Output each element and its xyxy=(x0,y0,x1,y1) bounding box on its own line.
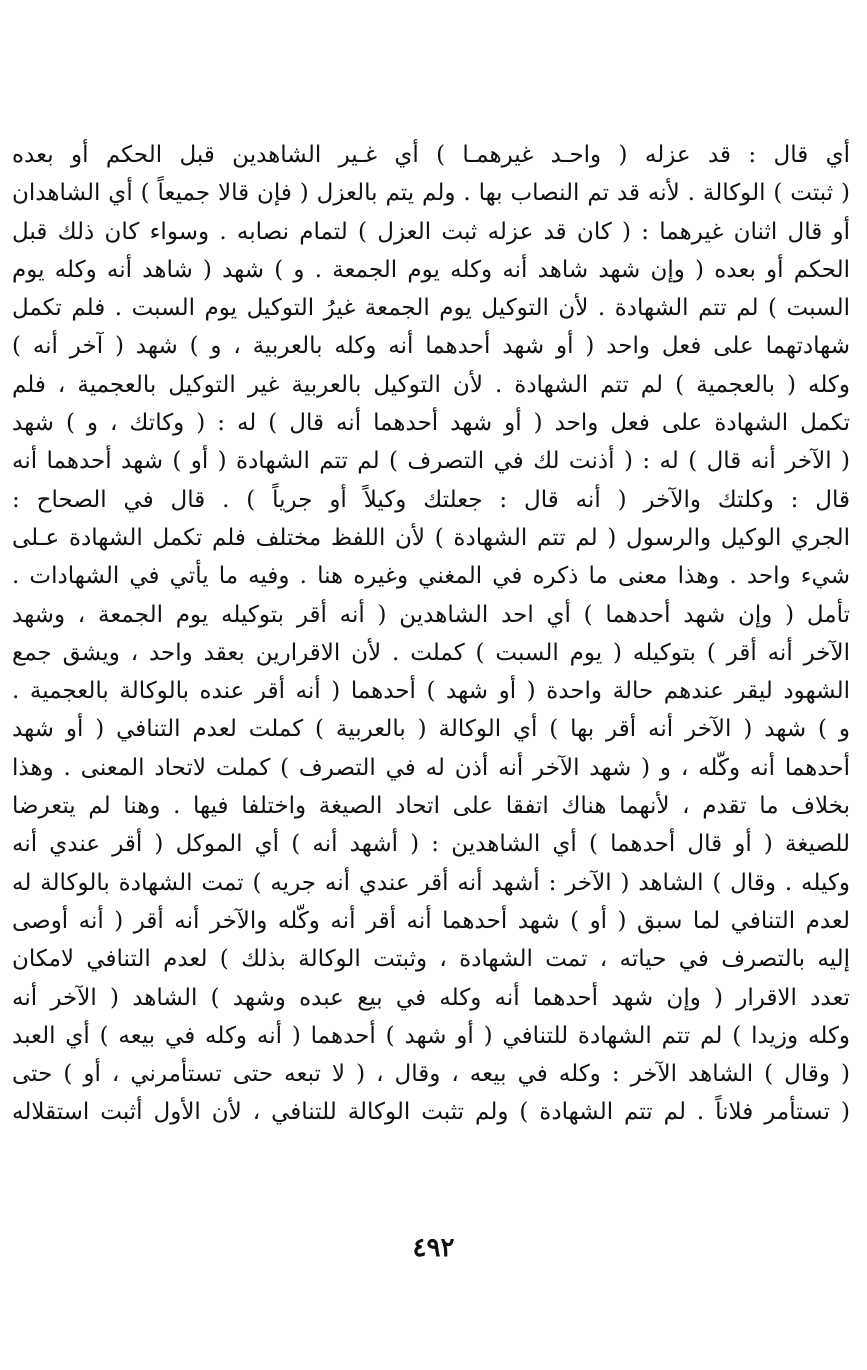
text-line: ( وقال ) الشاهد الآخر : وكله في بيعه ، وقال ، ( لا تبعه حتى تستأمرني ، أو ) حتى xyxy=(12,1061,850,1088)
text-line: أو قال اثنان غيرهما : ( كان قد عزله ثبت العزل ) لتمام نصابه . وسواء كان ذلك قبل xyxy=(12,218,850,245)
text-line: الآخر أنه أقر ) بتوكيله ( يوم السبت ) كملت . لأن الاقرارين بعقد واحد ، ويشق جمع xyxy=(12,639,850,666)
text-line: وكيله . وقال ) الشاهد ( الآخر : أشهد أنه أقر عندي أنه جريه ) تمت الشهادة بالوكالة له xyxy=(12,869,850,896)
text-line: الشهود ليقر عندهم حالة واحدة ( أو شهد ) أحدهما ( أنه أقر عنده بالوكالة بالعجمية . xyxy=(12,678,850,705)
text-line: و ) شهد ( الآخر أنه أقر بها ) أي الوكالة ( بالعربية ) كملت لعدم التنافي ( أو شهد xyxy=(12,716,850,743)
text-line: أحدهما أنه وكّله ، و ( شهد الآخر أنه أذن له في التصرف ) كملت لاتحاد المعنى . وهذا xyxy=(12,754,850,781)
text-line: تعدد الاقرار ( وإن شهد أحدهما أنه وكله في بيع عبده وشهد ) الشاهد ( الآخر أنه xyxy=(12,984,850,1011)
text-line: لعدم التنافي لما سبق ( أو ) شهد أحدهما أنه أقر أنه وكّله والآخر أنه أقر ( أنه أوصى xyxy=(12,907,850,934)
text-line: بخلاف ما تقدم ، لأنهما هناك اتفقا على اتحاد الصيغة واختلفا فيها . وهنا لم يتعرضا xyxy=(12,793,850,820)
text-line: شيء واحد . وهذا معنى ما ذكره في المغني وغيره هنا . وفيه ما يأتي في الشهادات . xyxy=(12,563,850,590)
text-line: شهادتهما على فعل واحد ( أو شهد أحدهما أنه وكله بالعربية ، و ) شهد ( آخر أنه ) xyxy=(12,333,850,360)
text-line: السبت ) لم تتم الشهادة . لأن التوكيل يوم الجمعة غيرُ التوكيل يوم السبت . فلم تكمل xyxy=(12,295,850,322)
body-text xyxy=(12,136,850,1132)
text-line: وكله ( بالعجمية ) لم تتم الشهادة . لأن التوكيل بالعربية غير التوكيل بالعجمية ، فلم xyxy=(12,371,850,398)
text-line: وكله وزيدا ) لم تتم الشهادة للتنافي ( أو شهد ) أحدهما ( أنه وكله في بيعه ) أي العبد xyxy=(12,1022,850,1049)
text-line: إليه بالتصرف في حياته ، تمت الشهادة ، وثبتت الوكالة بذلك ) لعدم التنافي لامكان xyxy=(12,946,850,973)
text-line: أي قال : قد عزله ( واحـد غيرهمـا ) أي غـير الشاهدين قبل الحكم أو بعده xyxy=(12,142,850,168)
text-line: ( تستأمر فلاناً . لم تتم الشهادة ) ولم تثبت الوكالة للتنافي ، لأن الأول أثبت استقلاله xyxy=(12,1099,850,1126)
text-line: ( ثبتت ) الوكالة . لأنه قد تم النصاب بها . ولم يتم بالعزل ( فإن قالا جميعاً ) أي الشاهدان xyxy=(12,180,850,207)
text-line: تكمل الشهادة على فعل واحد ( أو شهد أحدهما أنه قال ) له : ( وكاتك ، و ) شهد xyxy=(12,410,850,437)
text-line: الجري الوكيل والرسول ( لم تتم الشهادة ) لأن اللفظ مختلف فلم تكمل الشهادة عـلى xyxy=(12,524,850,551)
page-number: ٤٩٢ xyxy=(412,1233,455,1263)
text-line: ( الآخر أنه قال ) له : ( أذنت لك في التصرف ) لم تتم الشهادة ( أو ) شهد أحدهما أنه xyxy=(12,448,850,475)
text-line: تأمل ( وإن شهد أحدهما ) أي احد الشاهدين ( أنه أقر بتوكيله يوم الجمعة ، وشهد xyxy=(12,601,850,628)
text-line: قال : وكلتك والآخر ( أنه قال : جعلتك وكيلاً أو جرياً ) . قال في الصحاح : xyxy=(12,486,850,513)
text-line: للصيغة ( أو قال أحدهما ) أي الشاهدين : ( أشهد أنه ) أي الموكل ( أقر عندي أنه xyxy=(12,831,850,858)
text-line: الحكم أو بعده ( وإن شهد شاهد أنه وكله يوم الجمعة . و ) شهد ( شاهد أنه وكله يوم xyxy=(12,256,850,283)
